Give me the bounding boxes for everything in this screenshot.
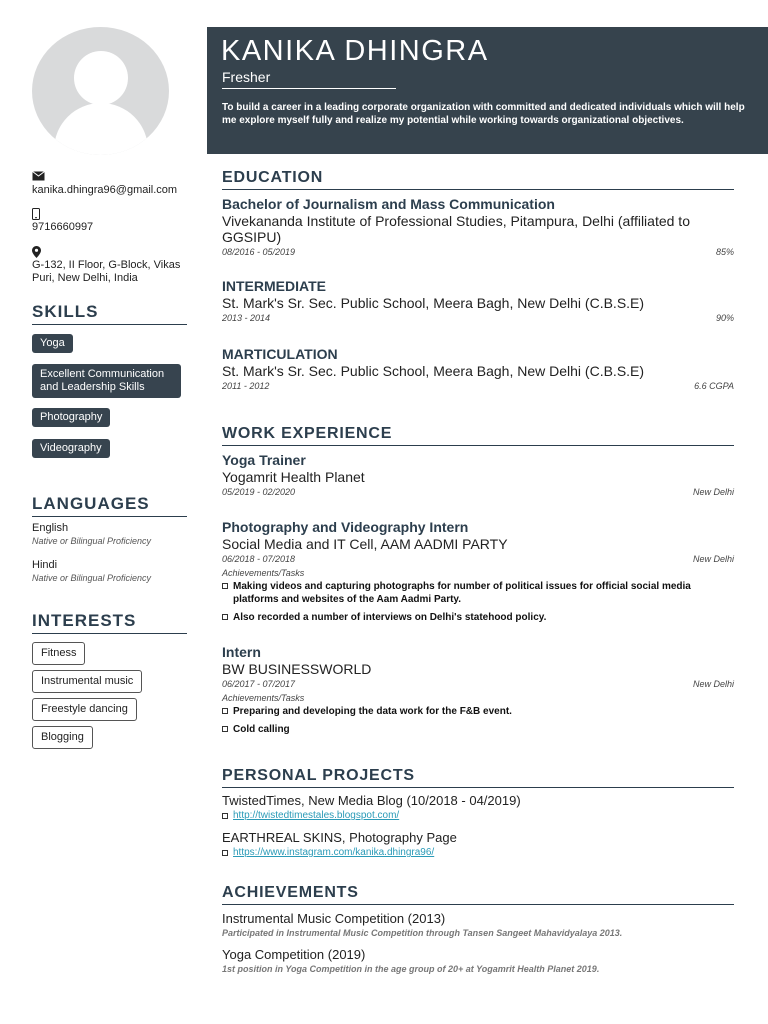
entry-dates: 05/2019 - 02/2020 (222, 487, 296, 497)
work-entry (222, 644, 734, 741)
skills-heading: SKILLS (32, 302, 187, 325)
work-heading: WORK EXPERIENCE (222, 425, 734, 446)
achievement-title: Instrumental Music Competition (2013) (222, 911, 446, 926)
task-item: Making videos and capturing photographs for number of political issues for official social media platforms and websites of the Aam Aadmi Party. (222, 580, 734, 606)
interest-tag: Freestyle dancing (32, 698, 137, 721)
job-title: Yoga Trainer (222, 452, 306, 468)
entry-meta (222, 487, 734, 499)
entry-meta (222, 247, 734, 259)
work-entry (222, 452, 734, 499)
task-list (222, 580, 734, 624)
entry-dates: 08/2016 - 05/2019 (222, 247, 296, 257)
entry-location: New Delhi (692, 554, 734, 564)
entry-dates: 06/2017 - 07/2017 (222, 679, 296, 689)
task-item: Also recorded a number of interviews on Delhi's statehood policy. (222, 611, 734, 624)
organization: BW BUSINESSWORLD (222, 661, 372, 677)
interest-tag: Fitness (32, 642, 85, 665)
email-text[interactable]: kanika.dhingra96@gmail.com (32, 184, 178, 196)
interest-tag: Instrumental music (32, 670, 142, 693)
achievement-entry (222, 947, 734, 975)
header-banner (207, 27, 768, 154)
institution: St. Mark's Sr. Sec. Public School, Meera Bagh, New Delhi (C.B.S.E) (222, 295, 645, 311)
contact-phone (32, 208, 192, 234)
phone-icon (32, 208, 192, 220)
achievement-description: Participated in Instrumental Music Competition through Tansen Sangeet Mahavidyalaya 2013. (222, 928, 623, 938)
education-heading: EDUCATION (222, 169, 734, 190)
tasks-label: Achievements/Tasks (222, 693, 305, 703)
entry-meta (222, 679, 734, 691)
entry-location: New Delhi (692, 487, 734, 497)
address-text: G-132, II Floor, G-Block, Vikas Puri, New Delhi, India (32, 259, 181, 284)
project-entry (222, 830, 734, 859)
candidate-name: KANIKA DHINGRA (221, 35, 489, 67)
degree-title: Bachelor of Journalism and Mass Communication (222, 196, 555, 212)
achievement-description: 1st position in Yoga Competition in the age group of 20+ at Yogamrit Health Planet 2019. (222, 964, 600, 974)
skill-tag: Videography (32, 439, 110, 458)
language-name: Hindi (32, 559, 58, 571)
entry-meta (222, 381, 734, 393)
organization: Social Media and IT Cell, AAM AADMI PARTY (222, 536, 508, 552)
job-title: Intern (222, 644, 261, 660)
project-title: TwistedTimes, New Media Blog (10/2018 - 04/2019) (222, 793, 521, 808)
avatar-body-shape (54, 103, 148, 155)
skill-tag: Photography (32, 408, 110, 427)
project-entry (222, 793, 734, 822)
achievements-heading: ACHIEVEMENTS (222, 884, 734, 905)
education-entry (222, 346, 734, 393)
tasks-label: Achievements/Tasks (222, 568, 305, 578)
skill-tag: Yoga (32, 334, 73, 353)
institution: St. Mark's Sr. Sec. Public School, Meera Bagh, New Delhi (C.B.S.E) (222, 363, 645, 379)
task-list (222, 705, 734, 736)
entry-meta (222, 554, 734, 566)
interest-tag: Blogging (32, 726, 93, 749)
languages-heading: LANGUAGES (32, 494, 187, 517)
language-level: Native or Bilingual Proficiency (32, 573, 152, 583)
achievement-title: Yoga Competition (2019) (222, 947, 366, 962)
language-item (32, 559, 192, 584)
entry-score: 90% (715, 313, 734, 323)
envelope-icon (32, 171, 192, 183)
skill-tag: Excellent Communication and Leadership Skills (32, 364, 181, 398)
job-title: Photography and Videography Intern (222, 519, 469, 535)
career-objective: To build a career in a leading corporate organization with committed and dedicated individuals which will help me explore myself fully and realize my potential while working towards organizational objectives. (222, 102, 745, 126)
entry-score: 85% (715, 247, 734, 257)
project-title: EARTHREAL SKINS, Photography Page (222, 830, 457, 845)
language-item (32, 522, 192, 547)
institution: Vivekananda Institute of Professional Studies, Pitampura, Delhi (affiliated to GGSIPU) (222, 213, 690, 245)
avatar (32, 27, 169, 155)
avatar-head-shape (74, 51, 128, 105)
projects-heading: PERSONAL PROJECTS (222, 767, 734, 788)
language-name: English (32, 522, 69, 534)
achievement-entry (222, 911, 734, 939)
phone-text: 9716660997 (32, 221, 94, 233)
language-level: Native or Bilingual Proficiency (32, 536, 152, 546)
degree-title: INTERMEDIATE (222, 278, 326, 294)
entry-dates: 06/2018 - 07/2018 (222, 554, 296, 564)
project-link[interactable]: https://www.instagram.com/kanika.dhingra96/ (222, 846, 734, 859)
contact-email (32, 171, 192, 197)
entry-score: 6.6 CGPA (694, 381, 734, 391)
candidate-role: Fresher (222, 69, 396, 89)
task-item: Cold calling (222, 723, 734, 736)
project-link[interactable]: http://twistedtimestales.blogspot.com/ (222, 809, 734, 822)
interests-heading: INTERESTS (32, 611, 187, 634)
organization: Yogamrit Health Planet (222, 469, 365, 485)
degree-title: MARTICULATION (222, 346, 338, 362)
entry-dates: 2011 - 2012 (222, 381, 270, 391)
contact-address (32, 246, 192, 285)
location-pin-icon (32, 246, 192, 258)
entry-location: New Delhi (692, 679, 734, 689)
entry-dates: 2013 - 2014 (222, 313, 271, 323)
entry-meta (222, 313, 734, 325)
education-entry (222, 278, 734, 325)
work-entry (222, 519, 734, 629)
education-entry (222, 196, 734, 259)
task-item: Preparing and developing the data work for the F&B event. (222, 705, 734, 718)
